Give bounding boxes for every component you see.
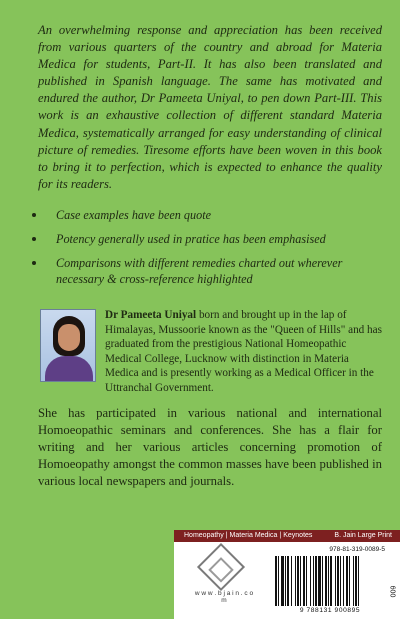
feature-list bbox=[30, 207, 382, 295]
isbn-number: 978-81-319-0089-5 bbox=[329, 546, 385, 553]
bullet-icon bbox=[32, 213, 36, 217]
category-bar bbox=[174, 530, 400, 542]
price-label: 600 bbox=[388, 585, 396, 598]
barcode-digits: 9 788131 900895 bbox=[299, 607, 361, 614]
author-photo bbox=[40, 309, 96, 382]
publisher-website: w w w . b j a i n . c o m bbox=[194, 590, 254, 604]
intro-paragraph: An overwhelming response and appreciation has been received from various quarters of the country and abroad for Materia Medica for students, Part-II. It has also been translated and published in Spanish language. The same has motivated and endured the author, Dr Pameeta Uniyal, to pen down Part-III. This work is an exhaustive collection of different standard Materia Medica, systematically arranged for easy understanding of clinical picture of remedies. Tiresome efforts have been woven in this book to bring it to perfection, which is expected to enhance the quality for its readers. bbox=[38, 23, 382, 191]
author-achievements-paragraph: She has participated in various national and international Homoeopathic seminars and conferences. She has a flair for writing and her various articles concerning promotion of Homoeopathy amongst the common masses have been published in various local newspapers and journals. bbox=[38, 406, 382, 489]
bullet-icon bbox=[32, 261, 36, 265]
list-item-text: Potency generally used in pratice has been emphasised bbox=[56, 232, 326, 246]
imprint-label: B. Jain Large Print bbox=[334, 532, 392, 539]
list-item bbox=[30, 255, 382, 287]
barcode-icon bbox=[275, 556, 385, 606]
category-homeopathy: Homeopathy bbox=[184, 532, 224, 539]
category-separator: | bbox=[279, 532, 282, 539]
publisher-panel bbox=[174, 530, 400, 619]
list-item bbox=[30, 231, 382, 247]
author-bio bbox=[105, 308, 382, 396]
list-item-text: Case examples have been quote bbox=[56, 208, 211, 222]
author-bio-text: born and brought up in the lap of Himalayas, Mussoorie known as the "Queen of Hills" and has graduated from the prestigious National Homeopathic Medical College, Lucknow with distinction in Materia Medica and is presently working as a Medical Officer in the Uttranchal Government. bbox=[105, 309, 382, 394]
bullet-icon bbox=[32, 237, 36, 241]
publisher-logo-icon bbox=[197, 543, 245, 591]
category-keynotes: Keynotes bbox=[283, 532, 313, 539]
list-item bbox=[30, 207, 382, 223]
author-name: Dr Pameeta Uniyal bbox=[105, 309, 197, 321]
category-materia-medica: Materia Medica bbox=[229, 532, 278, 539]
list-item-text: Comparisons with different remedies charted out wherever necessary & cross-reference highlighted bbox=[56, 256, 343, 286]
category-list bbox=[184, 530, 312, 542]
category-separator: | bbox=[225, 532, 228, 539]
